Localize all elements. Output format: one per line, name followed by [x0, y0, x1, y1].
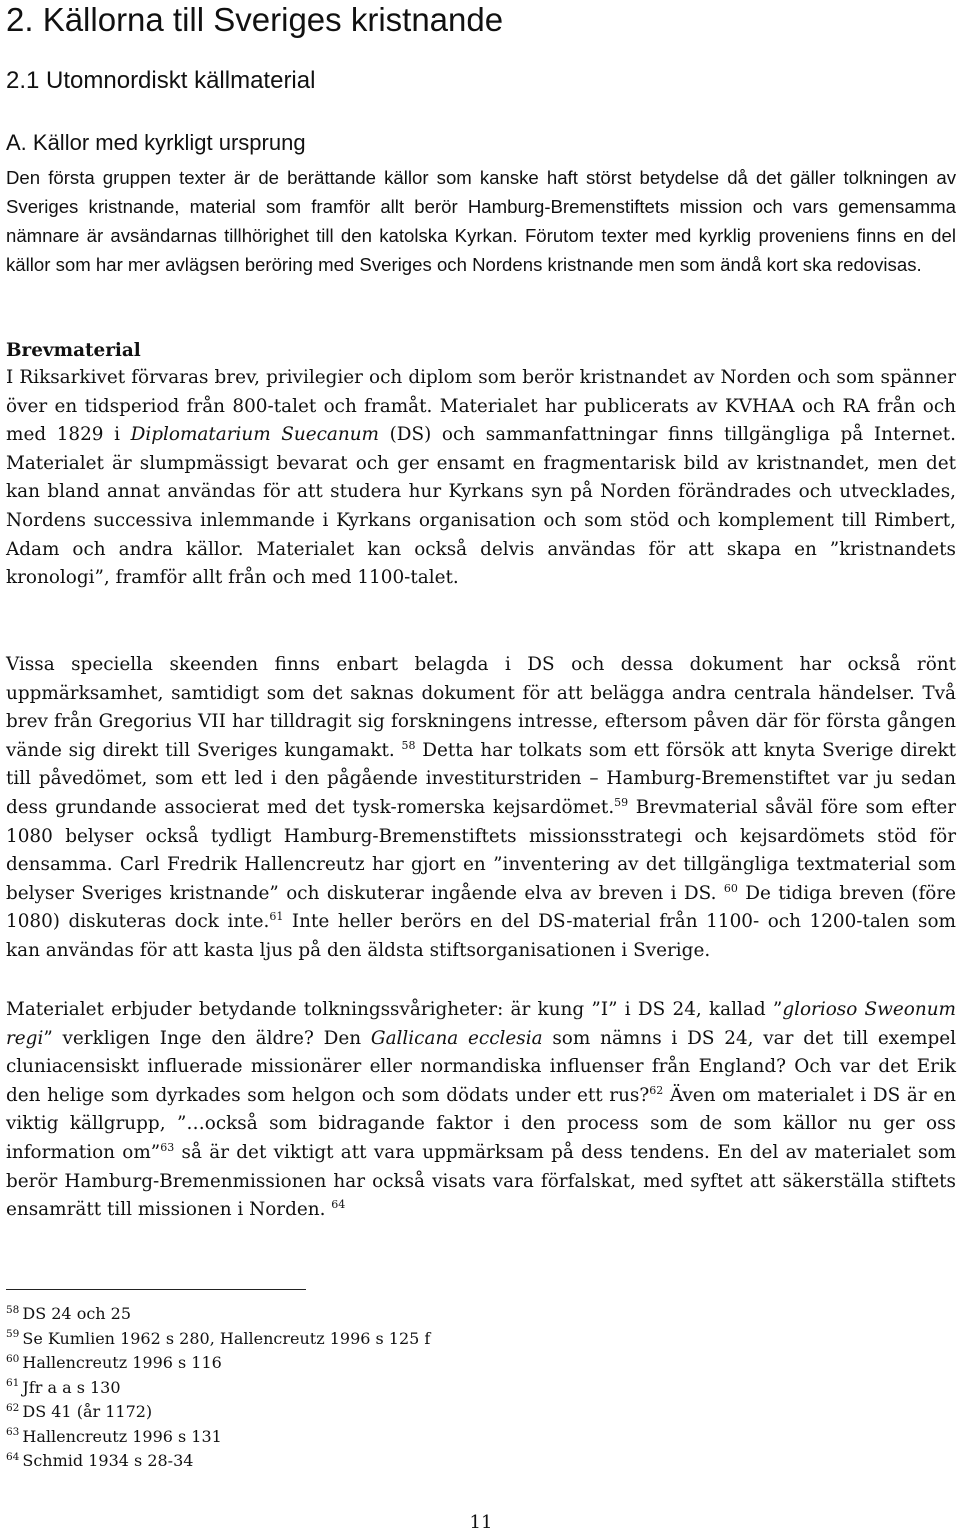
brevmaterial-heading: Brevmaterial: [6, 340, 141, 361]
footnote-ref-63[interactable]: 63: [160, 1140, 175, 1154]
footnote-text: Jfr a a s 130: [22, 1377, 121, 1397]
paragraph-text: ” verkligen Inge den äldre? Den: [43, 1027, 371, 1049]
subsection-title: A. Källor med kyrkligt ursprung: [6, 130, 306, 155]
footnote-number: 62: [6, 1401, 20, 1414]
paragraph-tolkning: [6, 996, 956, 1225]
italic-term: Gallicana ecclesia: [370, 1027, 543, 1049]
footnote-separator: [6, 1289, 306, 1290]
intro-paragraph: Den första gruppen texter är de berättande källor som kanske haft störst betydelse då det gäller tolkningen av Sveriges kristnande, material som framför allt berör Hamburg-Bremenstiftets mission och vars gemensamma nämnare är avsändarnas tillhörighet till den katolska Kyrkan. Förutom texter med kyrklig proveniens finns en del källor som har mer avlägsen beröring med Sveriges och Nordens kristnande men som ändå kort ska redovisas.: [6, 167, 956, 275]
paragraph-text: Materialet erbjuder betydande tolkningssvårigheter: är kung ”I” i DS 24, kallad ”: [6, 999, 783, 1020]
footnote-item: [6, 1351, 430, 1376]
chapter-title: 2. Källorna till Sveriges kristnande: [6, 1, 504, 38]
footnote-number: 64: [6, 1450, 20, 1463]
footnote-item: [6, 1400, 430, 1425]
footnote-text: Schmid 1934 s 28-34: [22, 1451, 194, 1470]
footnote-item: [6, 1376, 430, 1401]
italic-quote: glorioso Sweonum regi: [6, 999, 956, 1049]
footnote-text: Se Kumlien 1962 s 280, Hallencreutz 1996 s 125 f: [22, 1328, 431, 1348]
footnote-text: Hallencreutz 1996 s 116: [22, 1353, 222, 1372]
footnote-item: [6, 1302, 430, 1327]
section-title: 2.1 Utomnordiskt källmaterial: [6, 67, 316, 94]
footnote-ref-62[interactable]: 62: [649, 1083, 664, 1097]
paragraph-text: Inte heller berörs en del DS-material från 1100- och 1200-talen som kan användas för att kasta ljus på den äldsta stiftsorganisationen i Sverige.: [6, 911, 956, 961]
paragraph-text: I Riksarkivet förvaras brev, privilegier och diplom som berör kristnandet av Norden och som spänner över en tidsperiod från 800-talet och framåt. Materialet har publicerats av KVHAA och RA från och med 1829 i: [6, 367, 956, 446]
footnote-ref-61[interactable]: 61: [269, 910, 284, 924]
footnote-text: DS 24 och 25: [22, 1304, 132, 1323]
paragraph-gregorius: [6, 651, 956, 966]
footnote-list: [6, 1302, 430, 1474]
paragraph-text: som nämns i DS 24, var det till exempel cluniacensiskt influerade missionärer eller normandiska influenser från England? Och var det Erik den helige som dyrkades som helgon och som dödats under ett rus?: [6, 1027, 957, 1106]
paragraph-text: så är det viktigt att vara uppmärksam på dess tendens. En del av materialet som berör Hamburg-Bremenmissionen har också visats vara förfalskat, med syftet att säkerställa stiftets ensamrätt till missionen i Norden.: [6, 1141, 957, 1221]
paragraph-text: Även om materialet i DS är en viktig källgrupp, ”…också som bidragande faktor i den process som de som källor nu ger oss information om”: [6, 1084, 956, 1163]
footnote-ref-60[interactable]: 60: [723, 881, 738, 895]
paragraph-text: Brevmaterial såväl före som efter 1080 belyser också tydligt Hamburg-Bremenstiftets missionsstrategi och kejsardömets stöd för densamma. Carl Fredrik Hallencreutz har gjort en ”inventering av det tillgängliga textmaterial som belyser Sveriges kristnande” och diskuterar ingående elva av breven i DS.: [6, 796, 956, 904]
footnote-number: 60: [6, 1352, 20, 1365]
paragraph-text: De tidiga breven (före 1080) diskuteras dock inte.: [6, 882, 957, 933]
paragraph-text: Detta har tolkats som ett försök att knyta Sverige direkt till påvedömet, som ett led i den pågående investiturstriden – Hamburg-Bremenstiftet var ju sedan dess grundande associerat med det tysk-romerska kejsardömet.: [6, 739, 956, 818]
footnote-item: [6, 1425, 430, 1450]
footnote-ref-59[interactable]: 59: [614, 795, 629, 809]
footnote-number: 63: [6, 1426, 20, 1439]
footnote-ref-64[interactable]: 64: [331, 1198, 346, 1212]
footnote-text: DS 41 (år 1172): [22, 1402, 153, 1421]
paragraph-text: (DS) och sammanfattningar finns tillgängliga på Internet. Materialet är slumpmässigt bevarat och ger ensamt en fragmentarisk bild av kristnandet, men det kan bland annat användas för att studera hur Kyrkans syn på Norden förändrades och utvecklades, Nordens successiva inlemmande i Kyrkans organisation och som stöd och komplement till Rimbert, Adam och andra källor. Materialet kan också delvis användas för att skapa en ”kristnandets kronologi”, framför allt från och med 1100-talet.: [6, 424, 956, 589]
footnote-text: Hallencreutz 1996 s 131: [22, 1426, 222, 1446]
footnote-number: 61: [6, 1377, 20, 1390]
footnote-ref-58[interactable]: 58: [401, 738, 416, 752]
paragraph-brevmaterial: [6, 364, 956, 593]
footnote-item: [6, 1327, 430, 1352]
italic-title: Diplomatarium Suecanum: [130, 424, 379, 446]
footnote-number: 59: [6, 1328, 20, 1341]
footnote-item: [6, 1449, 430, 1474]
paragraph-text: Vissa speciella skeenden finns enbart belagda i DS och dessa dokument har också rönt uppmärksamhet, samtidigt som det saknas dokument för att belägga andra centrala händelser. Två brev från Gregorius VII har tilldragit sig forskningens intresse, eftersom påven där för första gången vände sig direkt till Sveriges kungamakt.: [6, 654, 956, 761]
footnote-number: 58: [6, 1303, 20, 1316]
page-number: 11: [469, 1512, 493, 1533]
